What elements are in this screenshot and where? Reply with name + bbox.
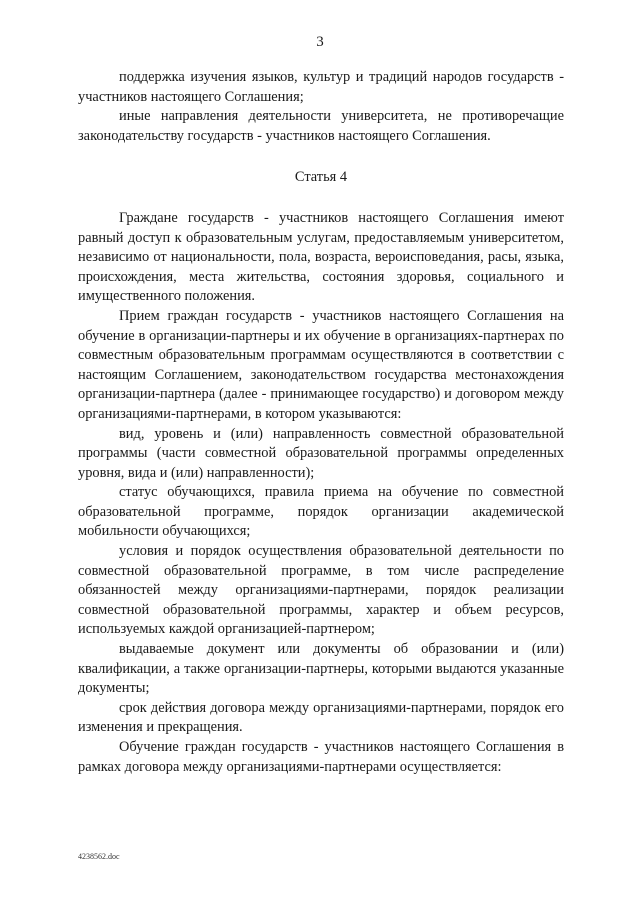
list-item: вид, уровень и (или) направленность совместной образовательной программы (части совместной образовательной программы определенных уровня, вида и (или) направленности); xyxy=(78,425,564,481)
list-item: статус обучающихся, правила приема на обучение по совместной образовательной программе, порядок организации академической мобильности обучающихся; xyxy=(78,484,564,540)
paragraph: иные направления деятельности университета, не противоречащие законодательству государств - участников настоящего Соглашения. xyxy=(78,108,564,144)
paragraph: Обучение граждан государств - участников настоящего Соглашения в рамках договора между организациями-партнерами осуществляется: xyxy=(78,739,564,775)
list-item: условия и порядок осуществления образовательной деятельности по совместной образовательной программе, в том числе распределение обязанностей между организациями-партнерами, порядок реализации совместной образовательной программы, характер и объем ресурсов, используемых каждой организацией-партнером; xyxy=(78,543,564,638)
page-number: 3 xyxy=(316,34,324,50)
footer-file-code: 4238562.doc xyxy=(78,852,120,861)
list-item: выдаваемые документ или документы об образовании и (или) квалификации, а также организации-партнеры, которыми выдаются указанные документы; xyxy=(78,641,564,697)
paragraph: поддержка изучения языков, культур и традиций народов государств - участников настоящего Соглашения; xyxy=(78,69,564,105)
document-body xyxy=(78,68,564,777)
list-item: срок действия договора между организациями-партнерами, порядок его изменения и прекращения. xyxy=(78,699,564,736)
article-title: Статья 4 xyxy=(294,169,348,186)
paragraph: Граждане государств - участников настоящего Соглашения имеют равный доступ к образовательным услугам, предоставляемым университетом, независимо от национальности, пола, возраста, вероисповедания, расы, языка, происхождения, места жительства, состояния здоровья, социального и имущественного положения. xyxy=(78,209,564,305)
paragraph: Прием граждан государств - участников настоящего Соглашения на обучение в организации-партнеры и их обучение в организациях-партнерах по совместным образовательным программам осуществляются в соответствии с настоящим Соглашением, законодательством государства местонахождения организации-партнера (далее - принимающее государство) и договором между организациями-партнерами, в котором указываются: xyxy=(78,307,564,422)
